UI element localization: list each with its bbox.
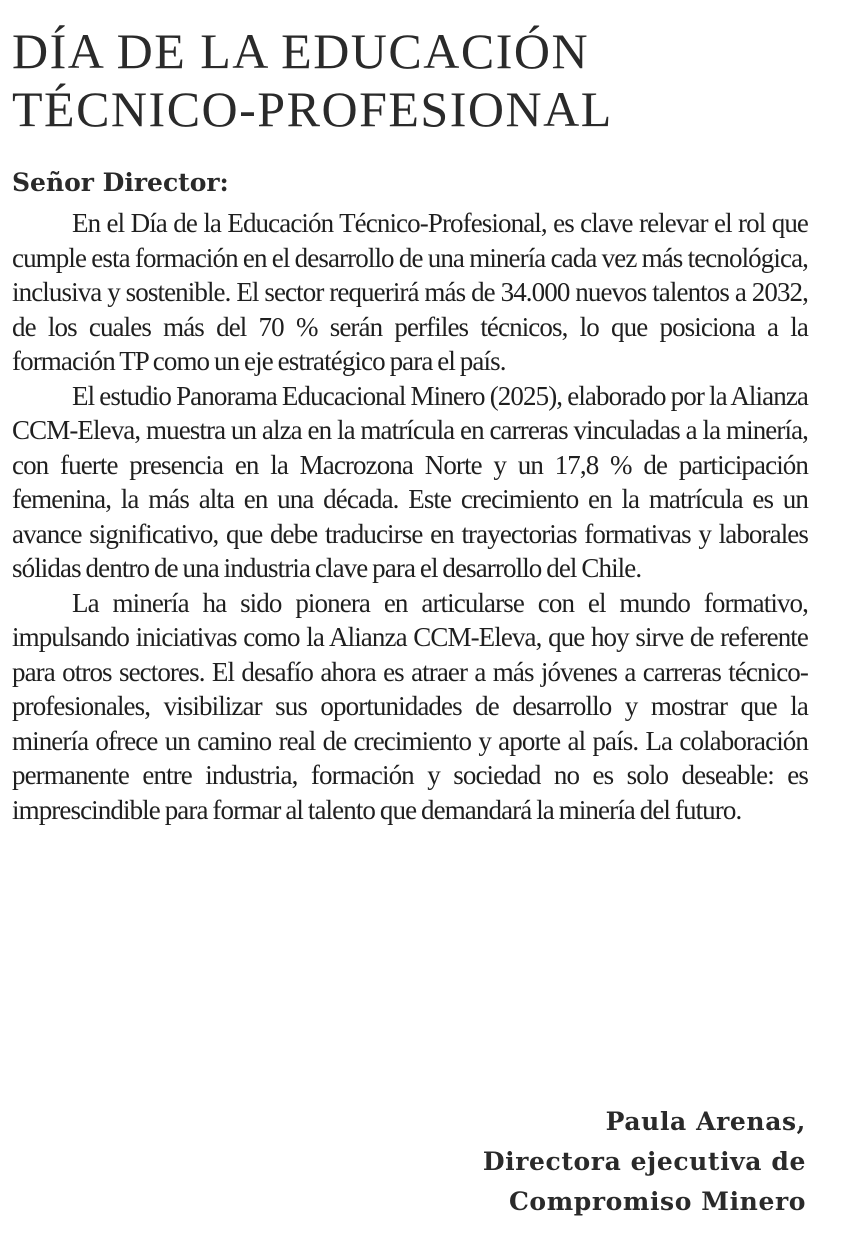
signature-role: Directora ejecutiva de bbox=[482, 1147, 806, 1176]
headline-line-2: TÉCNICO-PROFESIONAL bbox=[12, 81, 613, 137]
paragraph-1: En el Día de la Educación Técnico-Profesional, es clave relevar el rol que cumple esta formación en el desarrollo de una minería cada vez más tecnológica, inclusiva y sostenible. El sector requerirá más de 34.000 nuevos talentos a 2032, de los cuales más del 70 % serán perfiles técnicos, lo que posiciona a la formación TP como un eje estratégico para el país. bbox=[12, 208, 808, 376]
paragraph-2: El estudio Panorama Educacional Minero (2025), elaborado por la Alianza CCM-Eleva, muestra un alza en la matrícula en carreras vinculadas a la minería, con fuerte presencia en la Macrozona Norte y un 17,8 % de participación femenina, la más alta en una década. Este crecimiento en la matrícula es un avance significativo, que debe traducirse en trayectorias formativas y laborales sólidas dentro de una industria clave para el desarrollo del Chile. bbox=[12, 380, 808, 583]
headline bbox=[12, 22, 822, 138]
signature-name: Paula Arenas, bbox=[605, 1107, 806, 1136]
signature-block bbox=[483, 1102, 806, 1222]
paragraph-3: La minería ha sido pionera en articularse con el mundo formativo, impulsando iniciativas como la Alianza CCM-Eleva, que hoy sirve de referente para otros sectores. El desafío ahora es atraer a más jóvenes a carreras técnico-profesionales, visibilizar sus oportunidades de desarrollo y mostrar que la minería ofrece un camino real de crecimiento y aporte al país. La colaboración permanente entre industria, formación y sociedad no es solo deseable: es imprescindible para formar al talento que demandará la minería del futuro. bbox=[12, 587, 808, 825]
headline-line-1: DÍA DE LA EDUCACIÓN bbox=[12, 23, 590, 79]
signature-organization: Compromiso Minero bbox=[508, 1187, 806, 1216]
salutation: Señor Director: bbox=[12, 168, 229, 197]
letter-body bbox=[12, 206, 808, 827]
